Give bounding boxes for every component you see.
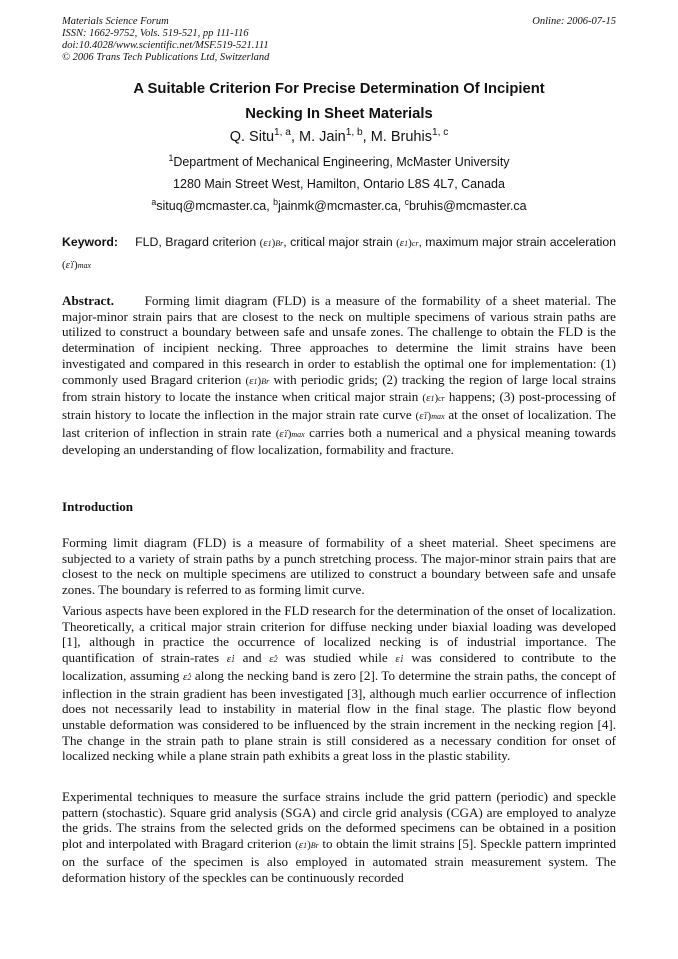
author-emails (62, 196, 616, 213)
copyright-line: © 2006 Trans Tech Publications Ltd, Switzerland (62, 52, 270, 63)
bragard-symbol: (ε1)Br (259, 237, 284, 249)
email-sup: b (273, 196, 279, 207)
strain-rate-symbol: ε̇1 (226, 653, 236, 666)
author-name: M. Bruhis (370, 129, 432, 145)
keyword-text: FLD, Bragard criterion (135, 235, 257, 249)
keywords (62, 232, 616, 276)
author-name: M. Jain (299, 129, 346, 145)
paper-title-line-2: Necking In Sheet Materials (245, 106, 433, 122)
abstract-text: happens; (3) post-processing of strain history to locate the inflection in the major strain rate curve (62, 389, 616, 422)
intro-paragraph-2: Various aspects have been explored in the FLD research for the determination of the onset of localization. Theoretically, a critical major strain criterion for diffuse necking under biaxial loading was developed [1], although in practice the occurrence of localized necking is of industrial importance. The quantification of strain-rates ε̇1 and ε̇2 was studied while ε̇1 was considered to contribute to the localization, assuming ε̇2 along the necking band is zero [2]. To determine the strain paths, the concept of inflection in the strain gradient has been investigated [3], although much earlier occurrence of inflection does not necessarily lead to instability in material flow in the final stage. The plastic flow beyond unstable deformation was considered to be influenced by the strain increment in the necking region [4]. The change in the strain path to plane strain is still considered as a necessary condition for onset of localized necking while a plane strain path exhibits a great loss in the plastic stability. (62, 603, 617, 764)
abstract-text: at the onset of localization. The last criterion of inflection in strain rate (62, 406, 616, 440)
strain-rate-symbol: ε̇1 (395, 653, 404, 666)
abstract-label: Abstract. (62, 293, 114, 308)
author-list: Q. Situ$^{1, a}$, M. Jain$^{1, b}$, M. Bruhis$^{1, c}$ (229, 127, 449, 145)
strain-rate-symbol: ε̇2 (269, 653, 278, 666)
dept-text: Department of Mechanical Engineering, McMaster University (173, 155, 510, 169)
paper-title-line-1: A Suitable Criterion For Precise Determination Of Incipient (133, 81, 545, 97)
abstract-text: with periodic grids; (2) tracking the region of large local strains from strain history to locate the instance when critical major strain (62, 371, 616, 405)
author-name: Q. Situ (229, 129, 275, 145)
email-link[interactable]: jainmk@mcmaster.ca, (278, 199, 402, 213)
issn-line: ISSN: 1662-9752, Vols. 519-521, pp 111-116 (62, 28, 249, 39)
running-header (62, 16, 269, 64)
email-sup: c (404, 196, 410, 207)
email-sup: a (151, 196, 157, 207)
affil-sup: 1 (168, 152, 174, 163)
keyword-text: , maximum major strain (418, 235, 547, 249)
bragard-symbol: (ε1)Br (295, 839, 319, 852)
critical-strain-symbol: (ε1)cr (396, 237, 419, 249)
affiliation-dept (62, 152, 616, 169)
keyword-text: , critical major strain (283, 235, 393, 249)
strain-acceleration-symbol: (ε̈1)max (415, 409, 445, 422)
abstract-text: Forming limit diagram (FLD) is a measure of the formability of a sheet material. The major-minor strain pairs that are closest to the neck on multiple specimens of various strain paths are utilized to construct a boundary between safe and unsafe zones. The challenge to obtain the FLD is the determination of incipient necking. Three approaches to determine the limit strains have been investigated and compared in this research in order to establish the optimal one for implementation: (1) commonly used Bragard criterion (62, 293, 617, 387)
author-affil-sup: 1, b (345, 127, 363, 139)
intro-paragraph-3: Experimental techniques to measure the surface strains include the grid pattern (periodic) and speckle pattern (stochastic). Square grid analysis (SGA) and circle grid analysis (CGA) are employed to analyze the grids. The strains from the selected grids on the deformed specimens can be obtained in a position plot and interpolated with Bragard criterion (ε1)Br to obtain the limit strains [5]. Speckle pattern imprinted on the surface of the specimen is also employed in automated strain measurement system. The deformation history of the speckles can be continuously recorded (62, 789, 616, 885)
author-affil-sup: 1, a (274, 127, 291, 139)
journal-name: Materials Science Forum (62, 16, 169, 27)
strain-acceleration-symbol: (ε̈1)max (62, 259, 92, 271)
section-heading-introduction: Introduction (62, 499, 134, 514)
keyword-label: Keyword: (62, 235, 119, 249)
intro-paragraph-1: Forming limit diagram (FLD) is a measure of formability of a sheet material. Sheet specimens are subjected to a variety of strain paths by a punch stretching process. The major-minor strain pairs that are closest to the neck on multiple specimens are utilized to construct a boundary between safe and unsafe zones. The boundary is referred to as forming limit curve. (62, 535, 616, 598)
strain-acceleration-symbol: (ε̈1)max (275, 427, 305, 440)
abstract (62, 293, 616, 458)
email-link[interactable]: situq@mcmaster.ca, (156, 199, 270, 213)
keyword-text: acceleration (549, 235, 617, 249)
bragard-symbol: (ε1)Br (245, 374, 270, 387)
author-affil-sup: 1, c (431, 127, 449, 139)
email-link[interactable]: bruhis@mcmaster.ca (409, 199, 527, 213)
critical-strain-symbol: (ε1)cr (422, 392, 445, 405)
online-date: Online: 2006-07-15 (532, 16, 616, 27)
strain-rate-symbol: ε̇2 (182, 670, 192, 683)
doi-line: doi:10.4028/www.scientific.net/MSF.519-521.111 (62, 40, 269, 51)
affiliation-address: 1280 Main Street West, Hamilton, Ontario L8S 4L7, Canada (173, 177, 505, 191)
abstract-text: carries both a numerical and a physical meaning towards developing an understanding of flow localization, formability and fracture. (62, 424, 616, 458)
